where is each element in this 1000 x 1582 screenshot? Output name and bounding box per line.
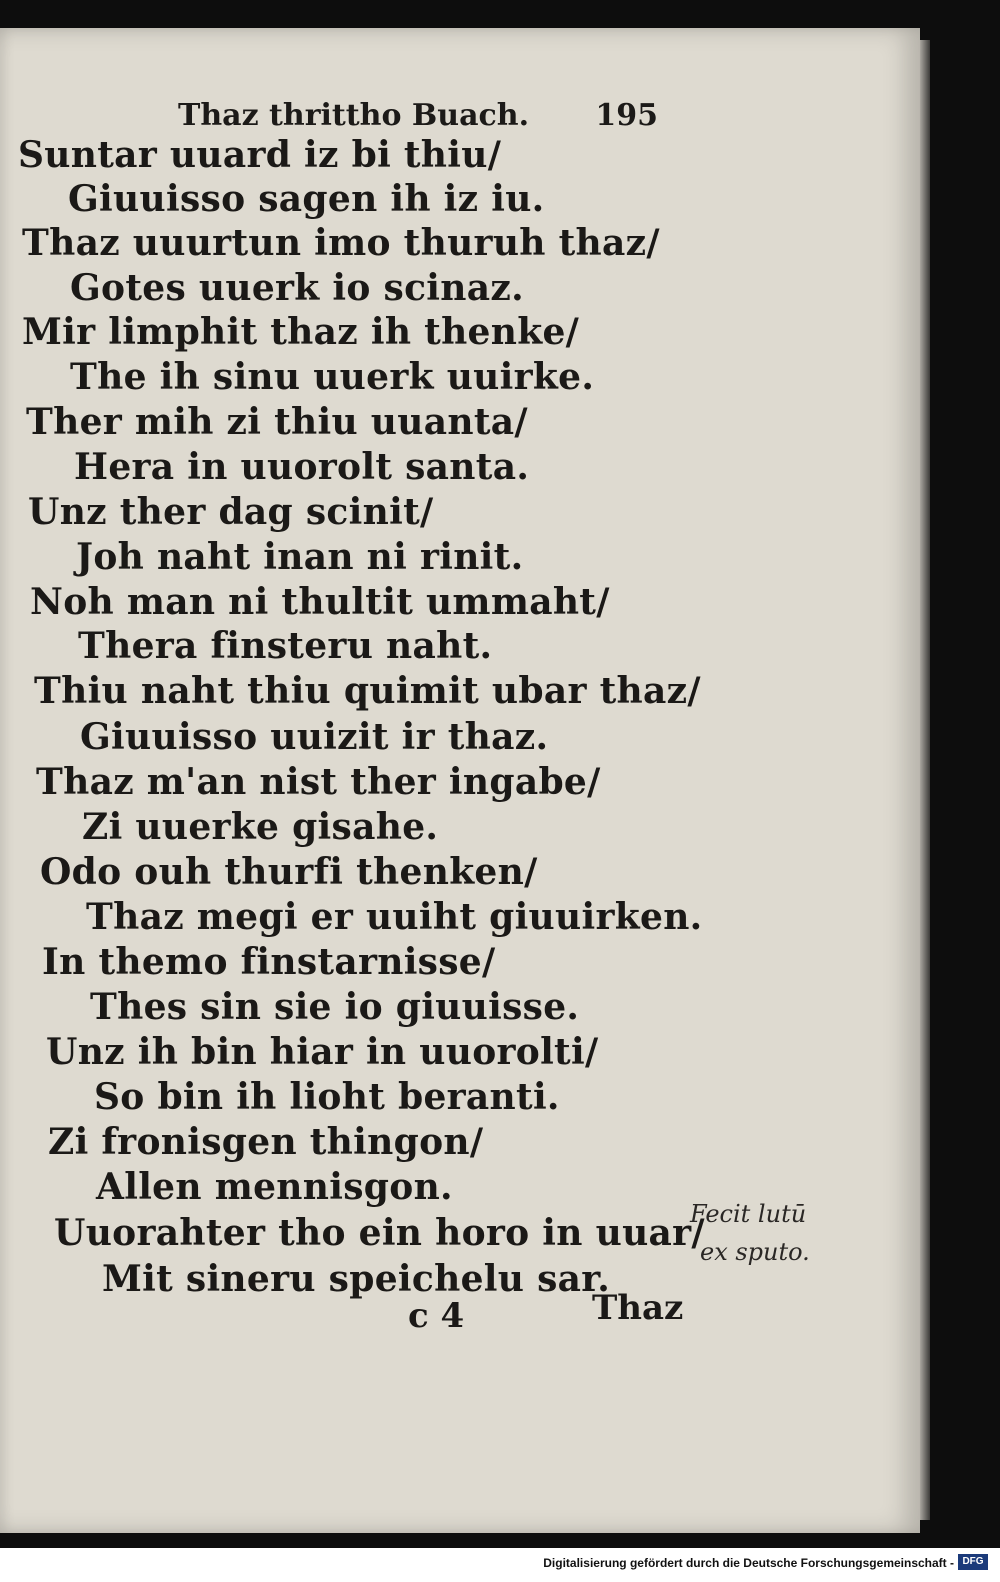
page-number: 195 (595, 98, 658, 133)
dfg-logo: DFG (958, 1554, 988, 1570)
margin-note-line-1: Fecit lutū (690, 1200, 807, 1228)
verse-line: Thaz megi er uuiht giuuirken. (86, 896, 703, 938)
catchword: Thaz (592, 1288, 684, 1328)
verse-line: Ther mih zi thiu uuanta/ (26, 401, 528, 443)
verse-line: Unz ih bin hiar in uuorolti/ (46, 1031, 599, 1073)
verse-line: Suntar uuard iz bi thiu/ (18, 134, 502, 176)
verse-line: The ih sinu uuerk uuirke. (70, 356, 595, 398)
verse-line: Giuuisso uuizit ir thaz. (80, 716, 549, 758)
verse-line: Thera finsteru naht. (78, 625, 493, 667)
verse-line: Mit sineru speichelu sar. (102, 1258, 611, 1300)
margin-note-line-2: ex sputo. (700, 1238, 810, 1266)
verse-line: Joh naht inan ni rinit. (76, 536, 524, 578)
verse-line: Giuuisso sagen ih iz iu. (68, 178, 545, 220)
verse-line: Thaz uuurtun imo thuruh thaz/ (22, 222, 660, 264)
signature-mark: c 4 (408, 1296, 465, 1336)
verse-line: Thaz m'an nist ther ingabe/ (36, 761, 601, 803)
verse-line: Unz ther dag scinit/ (28, 491, 434, 533)
verse-line: Uuorahter tho ein horo in uuar/ (54, 1212, 705, 1254)
running-title: Thaz thrittho Buach. (178, 98, 530, 133)
digitization-credit: Digitalisierung gefördert durch die Deutsche Forschungsgemeinschaft - (543, 1556, 954, 1570)
verse-line: Hera in uuorolt santa. (74, 446, 530, 488)
page-edge (920, 40, 930, 1520)
verse-line: Thes sin sie io giuuisse. (90, 986, 580, 1028)
verse-line: In themo finstarnisse/ (42, 941, 496, 983)
verse-line: Zi uuerke gisahe. (82, 806, 439, 848)
verse-line: Mir limphit thaz ih thenke/ (22, 311, 580, 353)
verse-line: Gotes uuerk io scinaz. (70, 267, 524, 309)
verse-line: Allen mennisgon. (96, 1166, 453, 1208)
verse-line: Noh man ni thultit ummaht/ (30, 581, 610, 623)
verse-line: So bin ih lioht beranti. (94, 1076, 560, 1118)
verse-line: Thiu naht thiu quimit ubar thaz/ (34, 670, 701, 712)
verse-line: Odo ouh thurfi thenken/ (40, 851, 538, 893)
verse-line: Zi fronisgen thingon/ (48, 1121, 484, 1163)
